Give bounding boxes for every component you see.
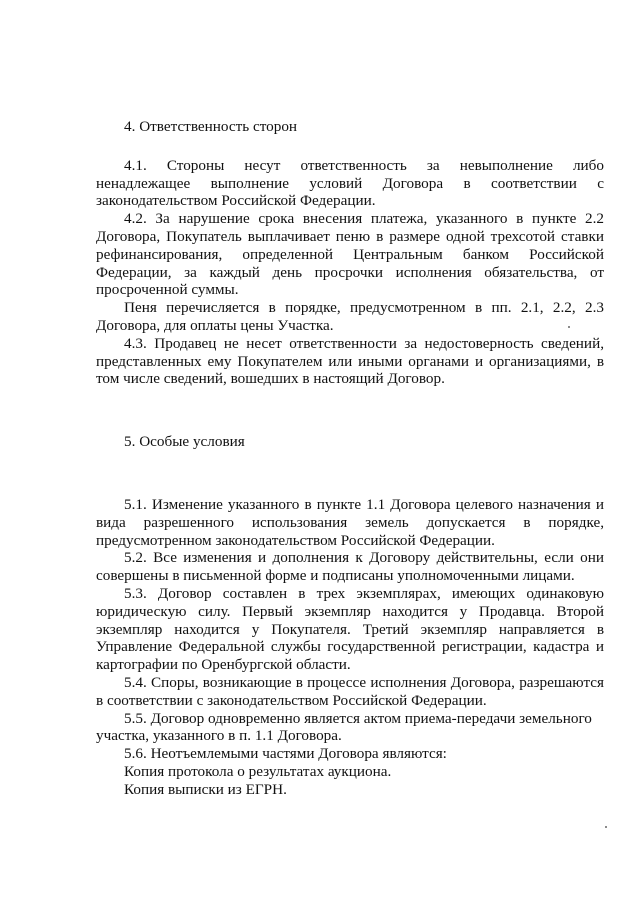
- scan-speck: [568, 326, 570, 328]
- clause-5-4: 5.4. Споры, возникающие в процессе исполнения Договора, разрешаются в соответствии с законодательством Российской Федерации.: [96, 673, 604, 709]
- clause-4-1: 4.1. Стороны несут ответственность за невыполнение либо ненадлежащее выполнение условий Договора в соответствии с законодательством Российской Федерации.: [96, 156, 604, 210]
- section-5-title: 5. Особые условия: [124, 433, 245, 451]
- clause-5-3: 5.3. Договор составлен в трех экземплярах, имеющих одинаковую юридическую силу. Первый экземпляр находится у Продавца. Второй экземпляр находится у Покупателя. Третий экземпляр направляется в Управление Федеральной службы государственной регистрации, кадастра и картографии по Оренбургской области.: [96, 584, 604, 674]
- clause-4-3: 4.3. Продавец не несет ответственности за недостоверность сведений, представленных ему Покупателем или иными органами и организациями, в том числе сведений, вошедших в настоящий Договор.: [96, 334, 604, 388]
- document-body: [96, 118, 604, 799]
- scan-speck: [605, 826, 607, 828]
- clause-4-2-penalty-payment: Пеня перечисляется в порядке, предусмотренном в пп. 2.1, 2.2, 2.3 Договора, для оплаты цены Участка.: [96, 299, 604, 334]
- clause-5-2: 5.2. Все изменения и дополнения к Договору действительны, если они совершены в письменной форме и подписаны уполномоченными лицами.: [96, 549, 604, 585]
- clause-5-1: 5.1. Изменение указанного в пункте 1.1 Договора целевого назначения и вида разрешенного использования земель допускается в порядке, предусмотренном законодательством Российской Федерации.: [96, 495, 604, 549]
- attachment-protocol-copy: Копия протокола о результатах аукциона.: [124, 762, 392, 780]
- clause-5-6: 5.6. Неотъемлемыми частями Договора являются:: [124, 745, 447, 763]
- clause-4-2: 4.2. За нарушение срока внесения платежа, указанного в пункте 2.2 Договора, Покупатель выплачивает пеню в размере одной трехсотой ставки рефинансирования, определенной Центральным банком Российской Федерации, за каждый день просрочки исполнения обязательства, от просроченной суммы.: [96, 210, 604, 299]
- attachment-egrn-extract-copy: Копия выписки из ЕГРН.: [124, 780, 287, 798]
- clause-5-5: 5.5. Договор одновременно является актом приема-передачи земельного участка, указанного в п. 1.1 Договора.: [96, 709, 592, 745]
- section-4-title: 4. Ответственность сторон: [124, 118, 298, 135]
